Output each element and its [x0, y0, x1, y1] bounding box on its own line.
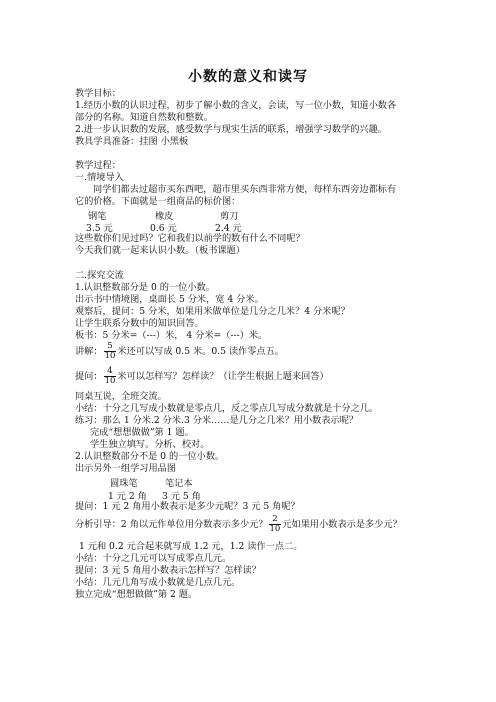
goods-price-pen: 3.5 元 [86, 223, 113, 234]
ask-prefix: 提问： [75, 371, 103, 382]
fraction-numerator: 5 [104, 342, 117, 352]
goods-name-ballpen: 圆珠笔 [110, 478, 138, 489]
objective-2: 2.进一步认识数的发展，感受数学与现实生活的联系，增强学习数学的兴趣。 [75, 124, 387, 135]
question-seen: 这些数你们见过吗？它和我们以前学的数有什么不同呢？ [75, 233, 305, 244]
summary-1: 小结：十分之几写成小数就是零点几，反之零点几写成分数就是十分之几。 [75, 403, 379, 414]
peer-exchange: 同桌互说，全班交流。 [75, 391, 167, 402]
fraction-numerator: 2 [269, 515, 282, 525]
guide-line [75, 512, 402, 538]
objective-1-line-2: 部分的名称。知道自然数和整数。 [75, 112, 213, 123]
goods-name-scissors: 剪刀 [220, 211, 239, 222]
ask-suffix: 米可以怎样写？怎样读？（让学生根据上题来回答） [117, 371, 329, 382]
practice: 练习：那么 1 分米.2 分米.3 分米……是几分之几米？用小数表示呢？ [75, 415, 359, 426]
combine: 1 元和 0.2 元合起来就写成 1.2 元，1.2 读作一点二。 [79, 541, 303, 552]
process-heading: 教学过程： [75, 160, 121, 171]
section-1-heading: 一.情境导入 [75, 172, 124, 183]
guide-prefix: 分析引导：2 角以元作单位用分数表示多少元？ [75, 519, 268, 530]
explain-prefix: 讲解： [75, 346, 103, 357]
ask-2: 提问：1 元 2 角用小数表示是多少元呢？3 元 5 角呢？ [75, 501, 300, 512]
objectives-heading: 教学目标： [75, 88, 121, 99]
fraction-4-10 [104, 367, 117, 386]
fraction-numerator: 4 [104, 367, 117, 377]
ask-line [75, 364, 329, 390]
goods-price-ballpen: 1 元 2 角 [108, 491, 147, 502]
part-2-show: 出示另外一组学习用品图 [75, 463, 177, 474]
goods-name-eraser: 橡皮 [155, 211, 174, 222]
complete-exercise-2: 独立完成“想想做做”第 2 题。 [75, 589, 198, 600]
goods-price-notebook: 3 元 5 角 [162, 491, 201, 502]
guide-suffix: 元如果用小数表示是多少元？ [282, 519, 402, 530]
goods-price-scissors: 2.4 元 [215, 223, 242, 234]
fraction-denominator: 10 [104, 351, 116, 361]
explain-line [75, 339, 284, 365]
part-1-heading: 1.认识整数部分是 0 的一位小数。 [75, 282, 215, 293]
page-title: 小数的意义和读写 [188, 69, 308, 85]
goods-name-notebook: 笔记本 [165, 478, 193, 489]
ask-3: 提问：3 元 5 角用小数表示怎样写？怎样读？ [75, 565, 261, 576]
fraction-denominator: 10 [269, 524, 281, 534]
fraction-5-10 [104, 342, 117, 361]
teaching-tools: 教具学具准备：挂图 小黑板 [75, 136, 189, 147]
goods-price-eraser: 0.6 元 [150, 223, 177, 234]
summary-3: 小结：几元几角写成小数就是几点几元。 [75, 577, 241, 588]
summary-2: 小结：十分之几元可以写成零点几元。 [75, 553, 232, 564]
today-topic: 今天我们就一起来认识小数。（板书课题） [75, 245, 245, 256]
part-2-heading: 2.认识整数部分不是 0 的一位小数。 [75, 451, 225, 462]
intro-line-1: 同学们都去过超市买东西吧，超市里买东西非常方便，每样东西旁边都标有 [93, 184, 397, 195]
part-1-show: 出示书中情境图，桌面长 5 分米，宽 4 分米。 [75, 294, 264, 305]
part-1-observe: 观察后，提问：5 分米，如果用米做单位是几分之几米？4 分米呢？ [75, 306, 350, 317]
intro-line-2: 它的价格。下面就是一组商品的标价图： [75, 196, 241, 207]
section-2-heading: 二.探究交流 [75, 270, 124, 281]
part-1-board: 板书：5 分米=（---）米， 4 分米=（---）米。 [75, 330, 268, 341]
explain-suffix: 米还可以写成 0.5 米。0.5 读作零点五。 [117, 346, 284, 357]
goods-name-pen: 钢笔 [88, 211, 107, 222]
objective-1-line-1: 1.经历小数的认识过程，初步了解小数的含义，会读，写一位小数，知道小数各 [75, 100, 397, 111]
fraction-denominator: 10 [104, 376, 116, 386]
fraction-2-10 [269, 515, 282, 534]
complete-exercise-1: 完成“想想做做”第 1 题。 [90, 427, 194, 438]
independent-fill: 学生独立填写。分析、校对。 [90, 439, 210, 450]
part-1-contact: 让学生联系分数中的知识回答。 [75, 318, 204, 329]
